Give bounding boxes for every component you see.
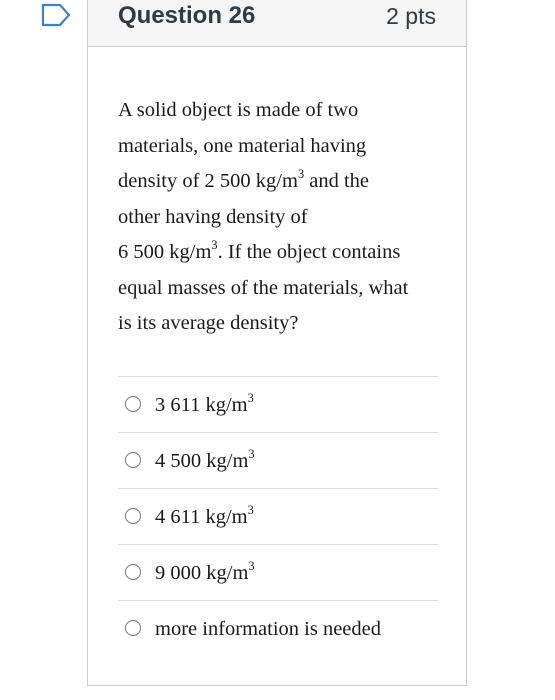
answer-option[interactable] (118, 544, 438, 600)
radio-circle-icon[interactable] (125, 396, 141, 412)
radio-circle-icon[interactable] (125, 508, 141, 524)
question-text-line: equal masses of the materials, what (118, 276, 409, 299)
question-text-line: other having density of (118, 205, 308, 228)
answer-label[interactable]: 4 611 $kg/m^3$ (155, 502, 254, 528)
question-text-line: 6 500 $kg/m^3$. If the object contains (118, 237, 401, 263)
radio-circle-icon[interactable] (125, 620, 141, 636)
question-text-line: A solid object is made of two (118, 99, 359, 121)
question-text-line: density of 2 500 $kg/m^3$ and the (118, 166, 369, 192)
answer-list (118, 376, 438, 656)
answer-option[interactable] (118, 432, 438, 488)
question-points: 2 pts (386, 3, 436, 29)
answer-label[interactable]: more information is needed (155, 618, 382, 640)
question-header (88, 0, 466, 47)
answer-option[interactable] (118, 488, 438, 544)
flag-question-icon[interactable] (40, 3, 72, 27)
answer-option[interactable] (118, 600, 438, 656)
answer-label[interactable]: 4 500 $kg/m^3$ (155, 446, 255, 472)
question-text-line: materials, one material having (118, 134, 367, 157)
answer-label[interactable]: 3 611 $kg/m^3$ (155, 390, 254, 416)
question-card (87, 0, 467, 686)
answer-option[interactable] (118, 376, 438, 432)
question-text-line: is its average density? (118, 312, 299, 334)
question-title: Question 26 (118, 2, 256, 29)
question-text (118, 93, 443, 342)
answer-label[interactable]: 9 000 $kg/m^3$ (155, 558, 255, 584)
radio-circle-icon[interactable] (125, 452, 141, 468)
radio-circle-icon[interactable] (125, 564, 141, 580)
